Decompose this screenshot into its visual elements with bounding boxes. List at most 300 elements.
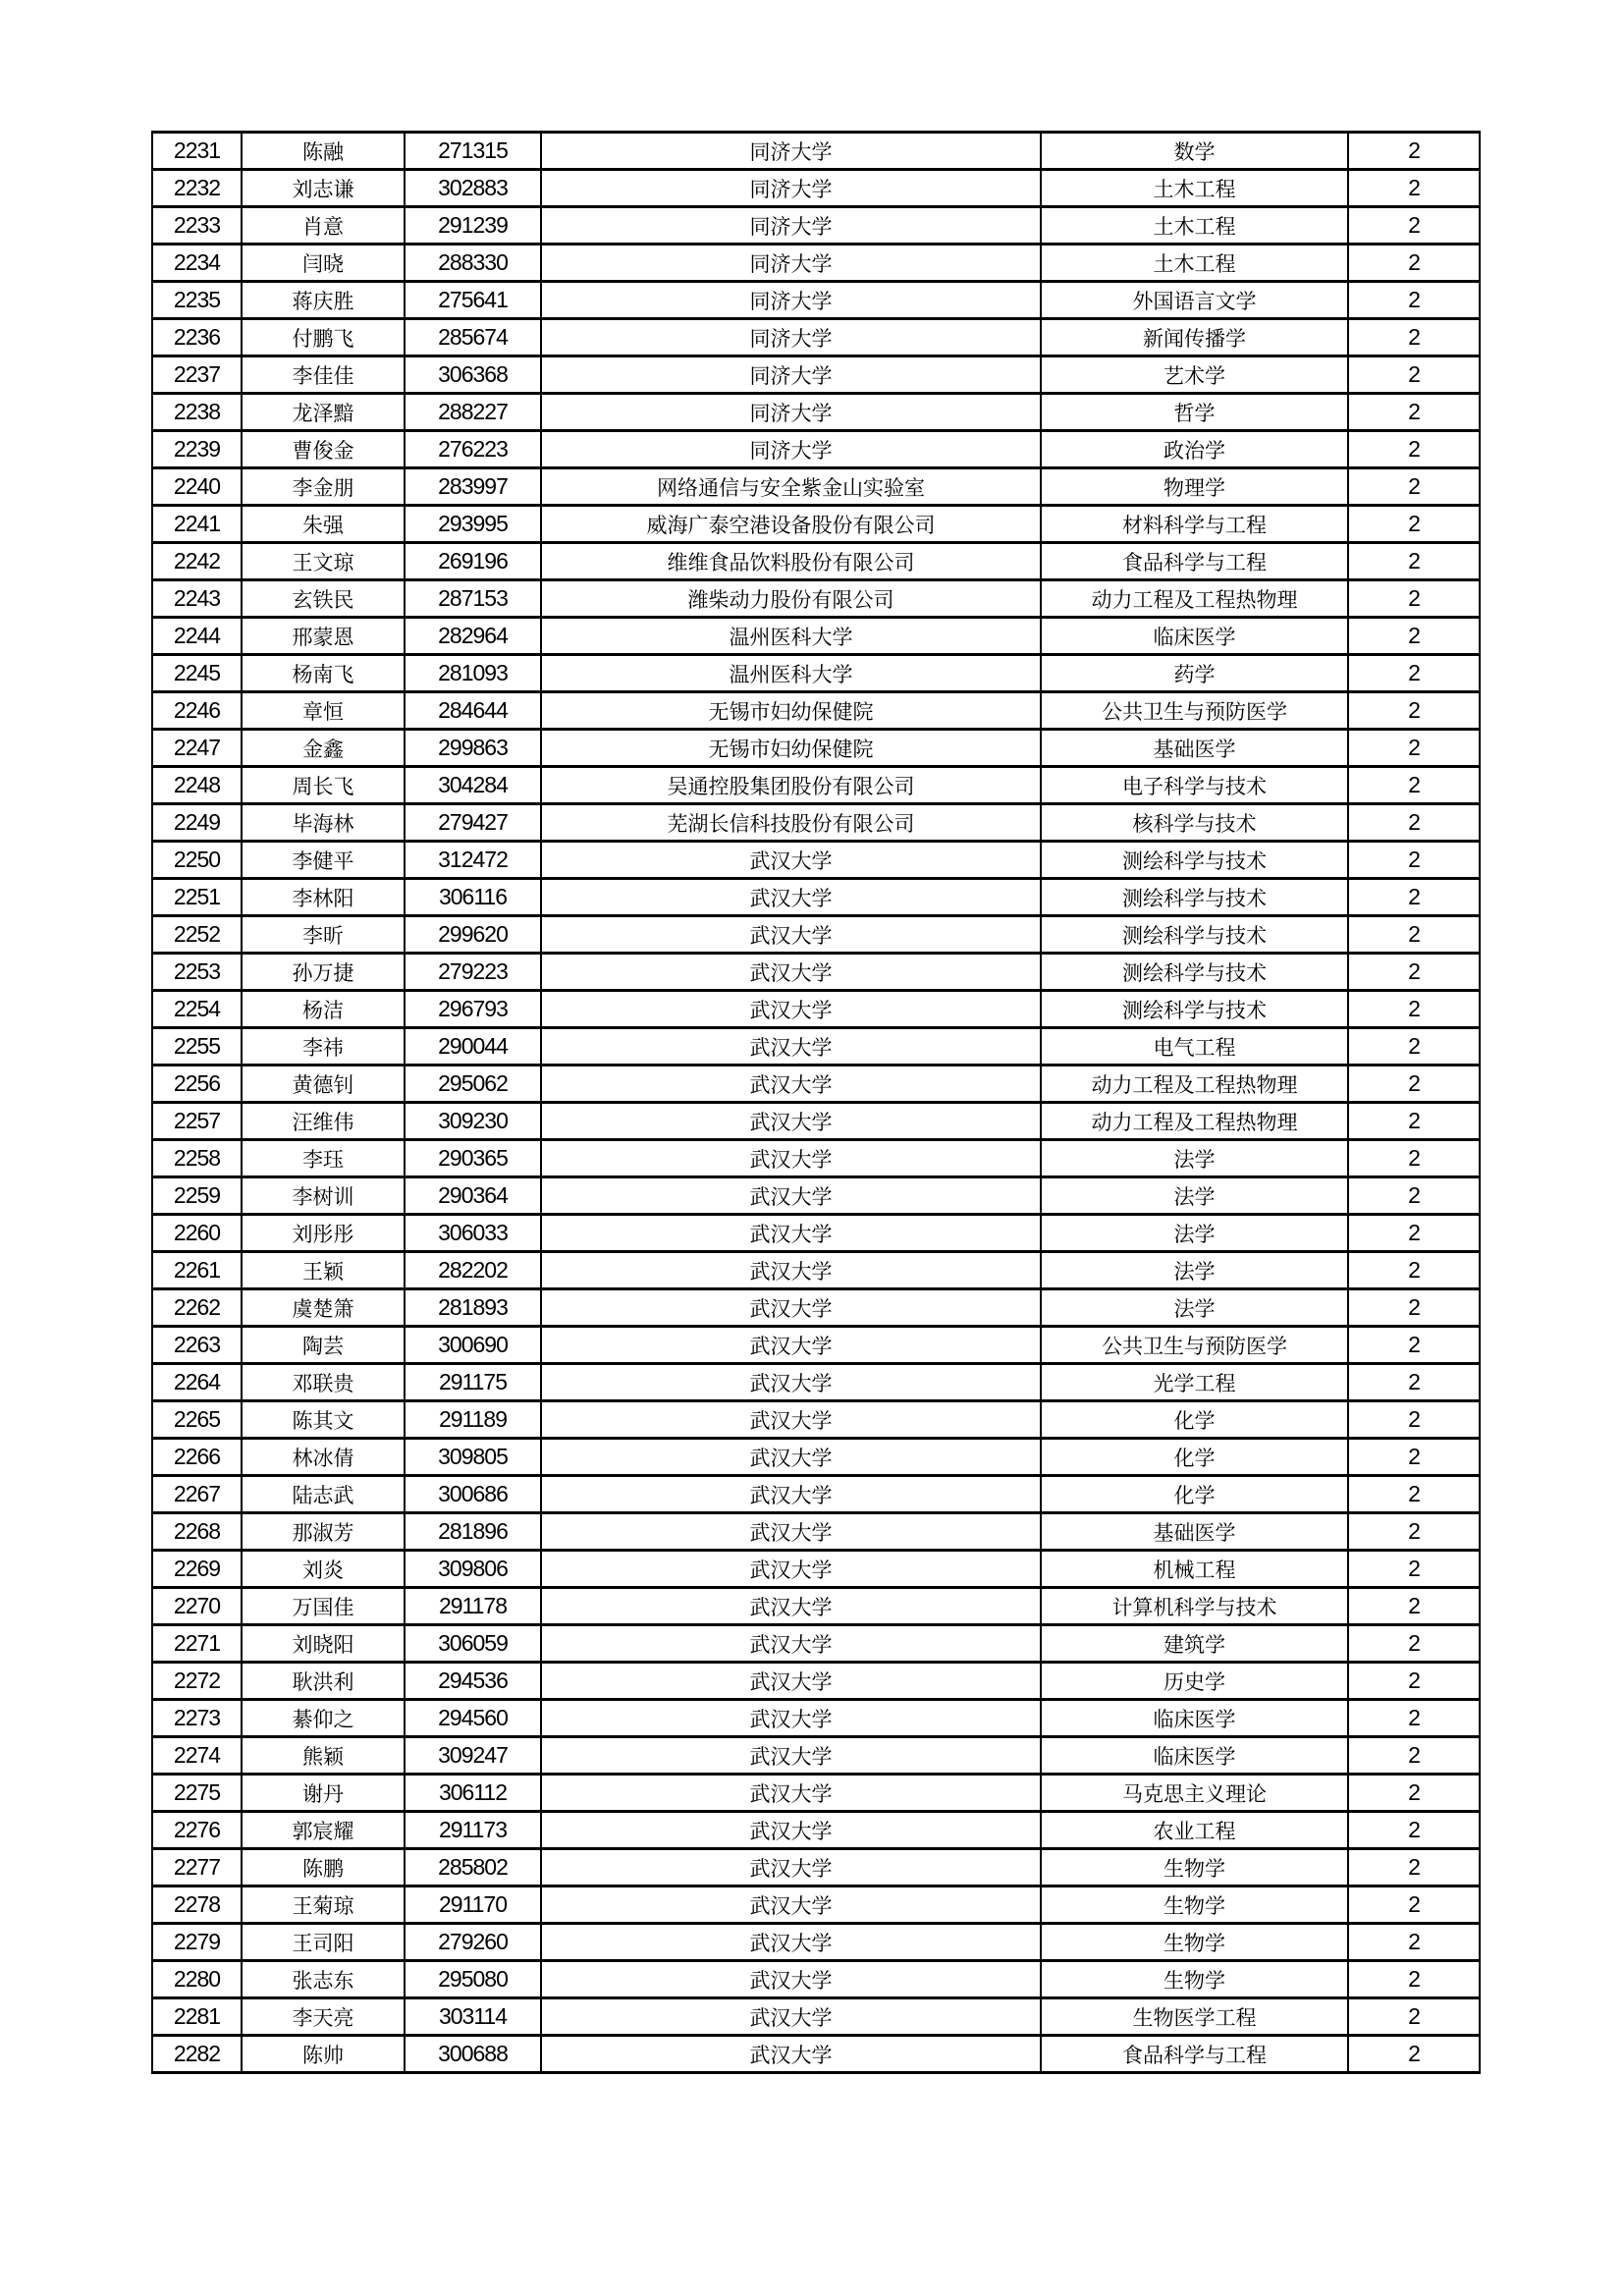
cell-org: 武汉大学 — [541, 1625, 1041, 1663]
cell-code: 287153 — [405, 580, 541, 618]
cell-code: 281893 — [405, 1289, 541, 1327]
cell-org: 同济大学 — [541, 431, 1041, 468]
table-row — [152, 1663, 1480, 1700]
cell-count: 2 — [1348, 1476, 1480, 1513]
cell-name: 周长飞 — [242, 767, 405, 804]
cell-name: 陈帅 — [242, 2036, 405, 2073]
cell-major: 光学工程 — [1041, 1364, 1348, 1401]
cell-name: 李健平 — [242, 842, 405, 879]
cell-no: 2281 — [152, 1998, 242, 2036]
cell-name: 李祎 — [242, 1028, 405, 1066]
cell-count: 2 — [1348, 618, 1480, 655]
cell-org: 吴通控股集团股份有限公司 — [541, 767, 1041, 804]
cell-org: 武汉大学 — [541, 1439, 1041, 1476]
cell-code: 282202 — [405, 1252, 541, 1289]
cell-count: 2 — [1348, 1140, 1480, 1177]
cell-major: 新闻传播学 — [1041, 319, 1348, 356]
cell-org: 武汉大学 — [541, 1775, 1041, 1812]
cell-no: 2254 — [152, 991, 242, 1028]
cell-major: 药学 — [1041, 655, 1348, 692]
cell-name: 章恒 — [242, 692, 405, 730]
cell-count: 2 — [1348, 1289, 1480, 1327]
cell-no: 2242 — [152, 543, 242, 580]
cell-code: 290044 — [405, 1028, 541, 1066]
cell-org: 武汉大学 — [541, 1140, 1041, 1177]
cell-count: 2 — [1348, 692, 1480, 730]
cell-count: 2 — [1348, 207, 1480, 245]
cell-code: 290364 — [405, 1177, 541, 1215]
cell-name: 毕海林 — [242, 804, 405, 842]
cell-code: 295062 — [405, 1066, 541, 1103]
cell-count: 2 — [1348, 1103, 1480, 1140]
cell-count: 2 — [1348, 1364, 1480, 1401]
cell-major: 法学 — [1041, 1215, 1348, 1252]
cell-count: 2 — [1348, 655, 1480, 692]
cell-major: 公共卫生与预防医学 — [1041, 1327, 1348, 1364]
cell-code: 291173 — [405, 1812, 541, 1849]
cell-org: 无锡市妇幼保健院 — [541, 692, 1041, 730]
cell-org: 武汉大学 — [541, 1401, 1041, 1439]
cell-org: 武汉大学 — [541, 1961, 1041, 1998]
cell-no: 2250 — [152, 842, 242, 879]
cell-major: 土木工程 — [1041, 245, 1348, 282]
cell-org: 维维食品饮料股份有限公司 — [541, 543, 1041, 580]
table-row — [152, 879, 1480, 916]
cell-no: 2249 — [152, 804, 242, 842]
cell-org: 武汉大学 — [541, 1327, 1041, 1364]
cell-major: 核科学与技术 — [1041, 804, 1348, 842]
cell-no: 2245 — [152, 655, 242, 692]
table-row — [152, 1364, 1480, 1401]
table-row — [152, 170, 1480, 207]
cell-org: 武汉大学 — [541, 1998, 1041, 2036]
cell-name: 王文琼 — [242, 543, 405, 580]
cell-org: 武汉大学 — [541, 1066, 1041, 1103]
cell-no: 2256 — [152, 1066, 242, 1103]
table-row — [152, 2036, 1480, 2073]
table-row — [152, 580, 1480, 618]
cell-name: 肖意 — [242, 207, 405, 245]
cell-code: 299620 — [405, 916, 541, 954]
cell-no: 2262 — [152, 1289, 242, 1327]
cell-count: 2 — [1348, 1886, 1480, 1924]
cell-no: 2274 — [152, 1737, 242, 1775]
cell-major: 生物学 — [1041, 1961, 1348, 1998]
cell-org: 同济大学 — [541, 282, 1041, 319]
cell-count: 2 — [1348, 842, 1480, 879]
table-row — [152, 730, 1480, 767]
cell-org: 同济大学 — [541, 207, 1041, 245]
cell-count: 2 — [1348, 543, 1480, 580]
cell-major: 生物医学工程 — [1041, 1998, 1348, 2036]
cell-org: 温州医科大学 — [541, 655, 1041, 692]
cell-name: 陆志武 — [242, 1476, 405, 1513]
cell-name: 陈其文 — [242, 1401, 405, 1439]
cell-major: 动力工程及工程热物理 — [1041, 1066, 1348, 1103]
table-row — [152, 1886, 1480, 1924]
cell-name: 万国佳 — [242, 1588, 405, 1625]
cell-no: 2251 — [152, 879, 242, 916]
cell-code: 309230 — [405, 1103, 541, 1140]
cell-no: 2273 — [152, 1700, 242, 1737]
cell-major: 法学 — [1041, 1289, 1348, 1327]
cell-name: 刘志谦 — [242, 170, 405, 207]
table-row — [152, 1327, 1480, 1364]
cell-no: 2270 — [152, 1588, 242, 1625]
cell-org: 网络通信与安全紫金山实验室 — [541, 468, 1041, 506]
table-row — [152, 1513, 1480, 1551]
cell-name: 闫晓 — [242, 245, 405, 282]
cell-org: 武汉大学 — [541, 1215, 1041, 1252]
cell-count: 2 — [1348, 170, 1480, 207]
cell-name: 付鹏飞 — [242, 319, 405, 356]
table-row — [152, 1775, 1480, 1812]
cell-name: 刘彤彤 — [242, 1215, 405, 1252]
cell-org: 同济大学 — [541, 319, 1041, 356]
cell-count: 2 — [1348, 245, 1480, 282]
cell-count: 2 — [1348, 282, 1480, 319]
cell-no: 2257 — [152, 1103, 242, 1140]
table-row — [152, 506, 1480, 543]
cell-major: 公共卫生与预防医学 — [1041, 692, 1348, 730]
cell-org: 武汉大学 — [541, 1812, 1041, 1849]
cell-name: 蒋庆胜 — [242, 282, 405, 319]
table-row — [152, 245, 1480, 282]
cell-org: 同济大学 — [541, 170, 1041, 207]
cell-name: 李昕 — [242, 916, 405, 954]
cell-name: 郭宸耀 — [242, 1812, 405, 1849]
cell-name: 龙泽黯 — [242, 394, 405, 431]
table-row — [152, 1924, 1480, 1961]
cell-code: 304284 — [405, 767, 541, 804]
roster-table-body — [152, 133, 1480, 2073]
cell-name: 刘炎 — [242, 1551, 405, 1588]
cell-name: 李金朋 — [242, 468, 405, 506]
cell-no: 2268 — [152, 1513, 242, 1551]
cell-major: 食品科学与工程 — [1041, 543, 1348, 580]
table-row — [152, 1066, 1480, 1103]
cell-no: 2239 — [152, 431, 242, 468]
cell-no: 2259 — [152, 1177, 242, 1215]
cell-name: 李林阳 — [242, 879, 405, 916]
cell-count: 2 — [1348, 1252, 1480, 1289]
cell-major: 法学 — [1041, 1252, 1348, 1289]
cell-code: 269196 — [405, 543, 541, 580]
cell-count: 2 — [1348, 1700, 1480, 1737]
cell-count: 2 — [1348, 730, 1480, 767]
cell-org: 武汉大学 — [541, 1364, 1041, 1401]
cell-code: 294536 — [405, 1663, 541, 1700]
cell-no: 2247 — [152, 730, 242, 767]
cell-code: 279427 — [405, 804, 541, 842]
cell-org: 同济大学 — [541, 356, 1041, 394]
cell-code: 290365 — [405, 1140, 541, 1177]
cell-org: 武汉大学 — [541, 991, 1041, 1028]
cell-major: 动力工程及工程热物理 — [1041, 580, 1348, 618]
cell-major: 生物学 — [1041, 1924, 1348, 1961]
cell-count: 2 — [1348, 468, 1480, 506]
cell-major: 哲学 — [1041, 394, 1348, 431]
cell-code: 279260 — [405, 1924, 541, 1961]
cell-count: 2 — [1348, 580, 1480, 618]
cell-count: 2 — [1348, 1513, 1480, 1551]
cell-no: 2278 — [152, 1886, 242, 1924]
cell-no: 2240 — [152, 468, 242, 506]
cell-name: 孙万捷 — [242, 954, 405, 991]
table-row — [152, 207, 1480, 245]
cell-code: 300690 — [405, 1327, 541, 1364]
cell-code: 293995 — [405, 506, 541, 543]
table-row — [152, 767, 1480, 804]
cell-major: 化学 — [1041, 1476, 1348, 1513]
table-row — [152, 804, 1480, 842]
roster-table — [151, 131, 1481, 2074]
cell-major: 测绘科学与技术 — [1041, 879, 1348, 916]
cell-major: 外国语言文学 — [1041, 282, 1348, 319]
cell-major: 数学 — [1041, 133, 1348, 170]
cell-count: 2 — [1348, 1961, 1480, 1998]
cell-code: 285674 — [405, 319, 541, 356]
cell-no: 2236 — [152, 319, 242, 356]
cell-org: 同济大学 — [541, 394, 1041, 431]
cell-org: 同济大学 — [541, 133, 1041, 170]
cell-no: 2271 — [152, 1625, 242, 1663]
cell-org: 芜湖长信科技股份有限公司 — [541, 804, 1041, 842]
cell-org: 威海广泰空港设备股份有限公司 — [541, 506, 1041, 543]
cell-major: 法学 — [1041, 1140, 1348, 1177]
cell-name: 曹俊金 — [242, 431, 405, 468]
table-row — [152, 1849, 1480, 1886]
cell-code: 299863 — [405, 730, 541, 767]
cell-org: 武汉大学 — [541, 1252, 1041, 1289]
cell-major: 临床医学 — [1041, 618, 1348, 655]
cell-code: 291175 — [405, 1364, 541, 1401]
cell-no: 2241 — [152, 506, 242, 543]
cell-major: 土木工程 — [1041, 207, 1348, 245]
cell-name: 谢丹 — [242, 1775, 405, 1812]
cell-major: 土木工程 — [1041, 170, 1348, 207]
cell-org: 武汉大学 — [541, 842, 1041, 879]
cell-count: 2 — [1348, 1924, 1480, 1961]
cell-code: 276223 — [405, 431, 541, 468]
cell-count: 2 — [1348, 1401, 1480, 1439]
cell-code: 296793 — [405, 991, 541, 1028]
cell-no: 2238 — [152, 394, 242, 431]
cell-count: 2 — [1348, 1327, 1480, 1364]
table-row — [152, 468, 1480, 506]
cell-org: 武汉大学 — [541, 1924, 1041, 1961]
table-row — [152, 1812, 1480, 1849]
cell-org: 武汉大学 — [541, 954, 1041, 991]
cell-major: 电子科学与技术 — [1041, 767, 1348, 804]
cell-code: 306033 — [405, 1215, 541, 1252]
cell-code: 279223 — [405, 954, 541, 991]
cell-code: 291189 — [405, 1401, 541, 1439]
cell-name: 朱强 — [242, 506, 405, 543]
cell-major: 物理学 — [1041, 468, 1348, 506]
cell-major: 材料科学与工程 — [1041, 506, 1348, 543]
cell-name: 邓联贵 — [242, 1364, 405, 1401]
cell-code: 281093 — [405, 655, 541, 692]
cell-name: 王司阳 — [242, 1924, 405, 1961]
table-row — [152, 1998, 1480, 2036]
cell-major: 生物学 — [1041, 1849, 1348, 1886]
cell-no: 2276 — [152, 1812, 242, 1849]
cell-no: 2234 — [152, 245, 242, 282]
cell-count: 2 — [1348, 954, 1480, 991]
table-row — [152, 319, 1480, 356]
cell-major: 化学 — [1041, 1439, 1348, 1476]
cell-no: 2280 — [152, 1961, 242, 1998]
cell-major: 动力工程及工程热物理 — [1041, 1103, 1348, 1140]
cell-code: 309805 — [405, 1439, 541, 1476]
table-row — [152, 991, 1480, 1028]
cell-major: 临床医学 — [1041, 1737, 1348, 1775]
cell-no: 2279 — [152, 1924, 242, 1961]
cell-major: 化学 — [1041, 1401, 1348, 1439]
table-row — [152, 1028, 1480, 1066]
cell-major: 生物学 — [1041, 1886, 1348, 1924]
table-row — [152, 1476, 1480, 1513]
cell-major: 测绘科学与技术 — [1041, 991, 1348, 1028]
cell-code: 275641 — [405, 282, 541, 319]
table-row — [152, 133, 1480, 170]
cell-org: 武汉大学 — [541, 1663, 1041, 1700]
cell-no: 2265 — [152, 1401, 242, 1439]
cell-code: 306059 — [405, 1625, 541, 1663]
cell-org: 温州医科大学 — [541, 618, 1041, 655]
table-row — [152, 916, 1480, 954]
cell-count: 2 — [1348, 1177, 1480, 1215]
cell-code: 309247 — [405, 1737, 541, 1775]
cell-no: 2244 — [152, 618, 242, 655]
table-row — [152, 1961, 1480, 1998]
cell-code: 309806 — [405, 1551, 541, 1588]
table-row — [152, 1737, 1480, 1775]
table-row — [152, 618, 1480, 655]
cell-major: 临床医学 — [1041, 1700, 1348, 1737]
table-row — [152, 431, 1480, 468]
cell-count: 2 — [1348, 1663, 1480, 1700]
cell-name: 虞楚箫 — [242, 1289, 405, 1327]
cell-org: 武汉大学 — [541, 879, 1041, 916]
cell-code: 306112 — [405, 1775, 541, 1812]
cell-org: 武汉大学 — [541, 1737, 1041, 1775]
table-row — [152, 394, 1480, 431]
cell-code: 295080 — [405, 1961, 541, 1998]
cell-code: 283997 — [405, 468, 541, 506]
cell-no: 2267 — [152, 1476, 242, 1513]
table-row — [152, 1215, 1480, 1252]
cell-org: 无锡市妇幼保健院 — [541, 730, 1041, 767]
cell-org: 武汉大学 — [541, 1476, 1041, 1513]
cell-org: 潍柴动力股份有限公司 — [541, 580, 1041, 618]
cell-name: 陈融 — [242, 133, 405, 170]
cell-code: 306368 — [405, 356, 541, 394]
cell-code: 291170 — [405, 1886, 541, 1924]
cell-count: 2 — [1348, 1439, 1480, 1476]
table-row — [152, 1439, 1480, 1476]
table-row — [152, 1551, 1480, 1588]
cell-major: 政治学 — [1041, 431, 1348, 468]
cell-count: 2 — [1348, 319, 1480, 356]
cell-no: 2255 — [152, 1028, 242, 1066]
cell-count: 2 — [1348, 1775, 1480, 1812]
cell-name: 綦仰之 — [242, 1700, 405, 1737]
cell-major: 电气工程 — [1041, 1028, 1348, 1066]
cell-count: 2 — [1348, 431, 1480, 468]
cell-major: 基础医学 — [1041, 730, 1348, 767]
cell-count: 2 — [1348, 394, 1480, 431]
cell-major: 测绘科学与技术 — [1041, 842, 1348, 879]
cell-no: 2269 — [152, 1551, 242, 1588]
table-row — [152, 842, 1480, 879]
cell-count: 2 — [1348, 1215, 1480, 1252]
table-row — [152, 1625, 1480, 1663]
cell-name: 李佳佳 — [242, 356, 405, 394]
cell-code: 284644 — [405, 692, 541, 730]
cell-org: 武汉大学 — [541, 1513, 1041, 1551]
table-row — [152, 1103, 1480, 1140]
cell-no: 2253 — [152, 954, 242, 991]
cell-no: 2275 — [152, 1775, 242, 1812]
cell-no: 2231 — [152, 133, 242, 170]
table-row — [152, 655, 1480, 692]
cell-major: 计算机科学与技术 — [1041, 1588, 1348, 1625]
cell-code: 300686 — [405, 1476, 541, 1513]
cell-code: 300688 — [405, 2036, 541, 2073]
table-row — [152, 1289, 1480, 1327]
table-row — [152, 1177, 1480, 1215]
cell-org: 武汉大学 — [541, 1849, 1041, 1886]
cell-name: 陈鹏 — [242, 1849, 405, 1886]
cell-major: 艺术学 — [1041, 356, 1348, 394]
cell-name: 李天亮 — [242, 1998, 405, 2036]
cell-major: 马克思主义理论 — [1041, 1775, 1348, 1812]
cell-no: 2232 — [152, 170, 242, 207]
cell-major: 测绘科学与技术 — [1041, 916, 1348, 954]
cell-name: 杨南飞 — [242, 655, 405, 692]
cell-org: 武汉大学 — [541, 1551, 1041, 1588]
cell-name: 李树训 — [242, 1177, 405, 1215]
cell-no: 2243 — [152, 580, 242, 618]
cell-org: 同济大学 — [541, 245, 1041, 282]
table-row — [152, 356, 1480, 394]
cell-count: 2 — [1348, 991, 1480, 1028]
cell-code: 306116 — [405, 879, 541, 916]
cell-code: 291178 — [405, 1588, 541, 1625]
cell-name: 李珏 — [242, 1140, 405, 1177]
cell-no: 2248 — [152, 767, 242, 804]
cell-count: 2 — [1348, 1551, 1480, 1588]
cell-major: 机械工程 — [1041, 1551, 1348, 1588]
cell-name: 王菊琼 — [242, 1886, 405, 1924]
cell-count: 2 — [1348, 1028, 1480, 1066]
cell-name: 汪维伟 — [242, 1103, 405, 1140]
cell-org: 武汉大学 — [541, 1588, 1041, 1625]
cell-code: 282964 — [405, 618, 541, 655]
cell-name: 刘晓阳 — [242, 1625, 405, 1663]
cell-org: 武汉大学 — [541, 1700, 1041, 1737]
cell-major: 法学 — [1041, 1177, 1348, 1215]
cell-no: 2261 — [152, 1252, 242, 1289]
cell-major: 基础医学 — [1041, 1513, 1348, 1551]
table-row — [152, 692, 1480, 730]
cell-count: 2 — [1348, 1066, 1480, 1103]
table-row — [152, 282, 1480, 319]
cell-no: 2266 — [152, 1439, 242, 1476]
cell-name: 杨洁 — [242, 991, 405, 1028]
